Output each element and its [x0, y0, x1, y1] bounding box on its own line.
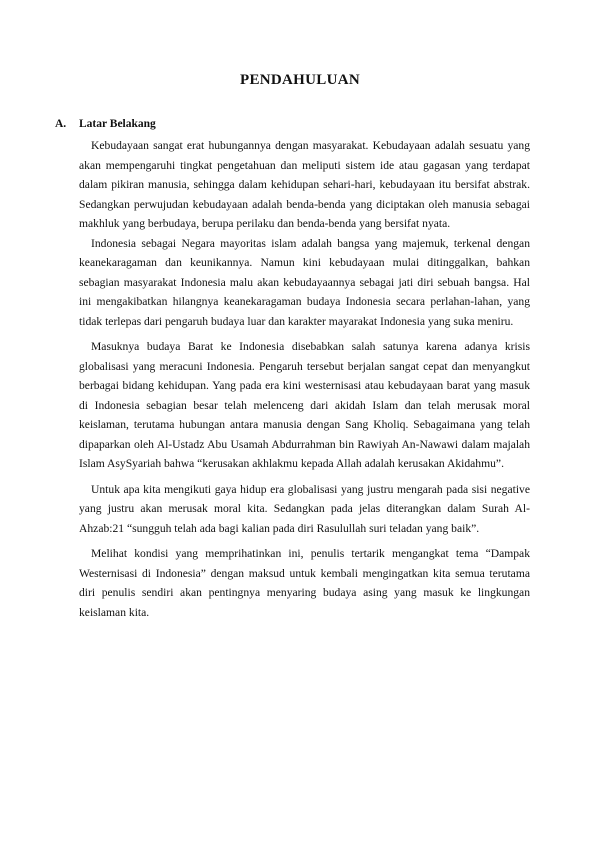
- page-title: PENDAHULUAN: [240, 72, 360, 88]
- paragraph: Untuk apa kita mengikuti gaya hidup era globalisasi yang justru mengarah pada sisi negative yang justru akan merusak moral kita. Sedangkan pada jelas diterangkan dalam Surah Al-Ahzab:21 “sungguh telah ada bagi kalian pada diri Rasulullah suri teladan yang baik”.: [79, 482, 530, 535]
- section-heading-text: Latar Belakang: [79, 118, 156, 130]
- paragraph: Indonesia sebagai Negara mayoritas islam adalah bangsa yang majemuk, terkenal dengan keanekaragaman dan keunikannya. Namun kini kebudayaan mulai ditinggalkan, bahkan sebagian masyarakat Indonesia malu akan kebudayaannya sebagai jati diri sebuah bangsa. Hal ini mengakibatkan hilangnya keanekaragaman budaya Indonesia secara perlahan-lahan, yang tidak terlepas dari pengaruh budaya luar dan karakter mayarakat Indonesia yang suka meniru.: [79, 236, 530, 328]
- section-letter: A.: [55, 118, 67, 130]
- paragraph: Kebudayaan sangat erat hubungannya dengan masyarakat. Kebudayaan adalah sesuatu yang akan mempengaruhi tingkat pengetahuan dan meliputi sistem ide atau gagasan yang terdapat dalam pikiran manusia, sehingga dalam kehidupan sehari-hari, kebudayaan itu bersifat abstrak. Sedangkan perwujudan kebudayaan adalah benda-benda yang diciptakan oleh manusia sebagai makhluk yang berbudaya, berupa perilaku dan benda-benda yang bersifat nyata.: [79, 139, 530, 230]
- body-text: [79, 136, 530, 622]
- section-heading: [55, 118, 156, 130]
- paragraph: Masuknya budaya Barat ke Indonesia disebabkan salah satunya karena adanya krisis globalisasi yang meracuni Indonesia. Pengaruh tersebut berjalan sangat cepat dan menyangkut berbagai bidang kehidupan. Yang pada era kini westernisasi atau kebudayaan barat yang masuk di Indonesia sebagian besar telah melenceng dari akidah Islam dan telah merusak moral keislaman, terutama hubungan antara manusia dengan Sang Kholiq. Sebagaimana yang telah dipaparkan oleh Al-Ustadz Abu Usamah Abdurrahman bin Rawiyah An-Nawawi dalam majalah Islam AsySyariah bahwa “kerusakan akhlakmu kepada Allah adalah kerusakan Akidahmu”.: [79, 340, 530, 470]
- paragraph: Melihat kondisi yang memprihatinkan ini, penulis tertarik mengangkat tema “Dampak Westernisasi di Indonesia” dengan maksud untuk kembali mengingatkan kita semua terutama diri penulis sendiri akan pentingnya menyaring budaya asing yang masuk ke lingkungan keislaman kita.: [79, 547, 530, 619]
